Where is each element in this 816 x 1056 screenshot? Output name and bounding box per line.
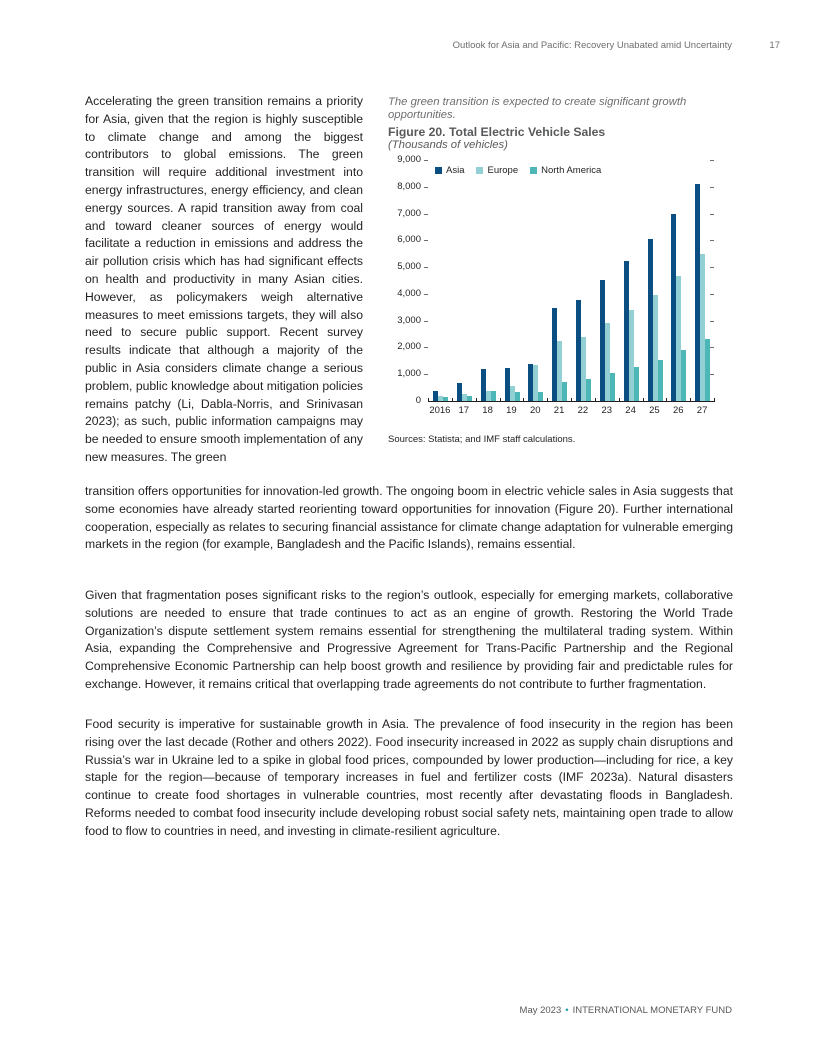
x-tick — [714, 398, 715, 402]
legend-swatch-icon — [530, 167, 537, 174]
figure-source: Sources: Statista; and IMF staff calculations. — [388, 434, 576, 445]
bar-north-america — [681, 350, 686, 401]
x-tick-label: 26 — [672, 405, 684, 416]
x-tick-label: 24 — [625, 405, 636, 416]
plot-area — [428, 160, 714, 401]
bar-north-america — [562, 382, 567, 401]
x-tick — [619, 398, 620, 402]
y-tick — [424, 294, 428, 295]
y-tick-label: 6,000 — [397, 234, 421, 246]
x-tick — [690, 398, 691, 402]
legend-label: North America — [541, 165, 602, 176]
footer-date: May 2023 — [519, 1005, 562, 1016]
running-header — [0, 40, 816, 54]
paragraph-food-security — [85, 716, 733, 841]
x-tick — [666, 398, 667, 402]
y-tick-label: 0 — [415, 395, 421, 406]
right-axis-tick — [710, 374, 714, 375]
x-tick — [595, 398, 596, 402]
x-tick — [476, 398, 477, 402]
x-tick-label: 23 — [601, 405, 613, 416]
x-tick — [500, 398, 501, 402]
x-tick-label: 21 — [553, 405, 565, 416]
y-tick-label: 2,000 — [397, 341, 421, 353]
paragraph-green-transition-continued — [85, 483, 733, 554]
y-tick — [424, 214, 428, 215]
x-tick-label: 18 — [482, 405, 493, 416]
legend-swatch-icon — [435, 167, 442, 174]
paragraph-text: Food security is imperative for sustainable growth in Asia. The prevalence of food insecurity in the region has been rising over the last decade (Rother and others 2022). Food insecurity increased in 2022 as supply chain disruptions and Russia’s war in Ukraine led to a spike in global food prices, compounded by lower production—including for rice, a key staple for the region—because of temporary increases in fuel and fertilizer costs (IMF 2023a). Natural disasters continue to create food shortages in vulnerable countries, most recently after devastating floods in Bangladesh. Reforms needed to combat food insecurity include developing robust social safety nets, maintaining open trade to allow food to flow to countries in need, and investing in climate-resilient agriculture. — [85, 717, 733, 838]
x-tick — [523, 398, 524, 402]
legend-label: Asia — [446, 165, 465, 176]
figure-subtitle: (Thousands of vehicles) — [388, 139, 508, 151]
right-axis-tick — [710, 321, 714, 322]
figure-title: Figure 20. Total Electric Vehicle Sales — [388, 125, 606, 139]
y-tick — [424, 321, 428, 322]
x-tick — [571, 398, 572, 402]
x-tick-label: 20 — [529, 405, 541, 416]
legend-item — [476, 165, 518, 176]
legend-swatch-icon — [476, 167, 483, 174]
legend-item — [435, 165, 464, 176]
chart-legend — [435, 165, 601, 176]
bar-chart — [388, 154, 733, 430]
y-tick — [424, 240, 428, 241]
figure-20 — [388, 96, 733, 445]
right-axis-tick — [710, 160, 714, 161]
footer-org: INTERNATIONAL MONETARY FUND — [572, 1005, 732, 1016]
y-tick-label: 4,000 — [397, 287, 421, 299]
page-footer — [520, 1005, 732, 1016]
y-tick-label: 3,000 — [397, 314, 421, 326]
x-tick-label: 17 — [458, 405, 470, 416]
right-axis-tick — [710, 347, 714, 348]
paragraph-text: transition offers opportunities for innovation-led growth. The ongoing boom in electric vehicle sales in Asia suggests that some economies have already started reorienting toward opportunities for innovation (Figure 20). Further international cooperation, especially as relates to securing financial assistance for climate change adaptation for vulnerable emerging markets in the region (for example, Bangladesh and the Pacific Islands), remains essential. — [85, 484, 733, 552]
right-axis-tick — [710, 240, 714, 241]
paragraph-text: Given that fragmentation poses significant risks to the region’s outlook, especially for emerging markets, collaborative solutions are needed to ensure that trade continues to act as an engine of growth. Restoring the World Trade Organization’s dispute settlement system remains essential for strengthening the multilateral trading system. Within Asia, expanding the Comprehensive and Progressive Agreement for Trans-Pacific Partnership and the Regional Comprehensive Economic Partnership can help boost growth and resilience by providing fair and predictable rules for exchange. However, it remains critical that overlapping trade agreements do not contribute to further fragmentation. — [85, 588, 733, 691]
right-axis-tick — [710, 294, 714, 295]
right-axis-tick — [710, 214, 714, 215]
bar-north-america — [515, 392, 520, 401]
y-tick-label: 7,000 — [397, 207, 421, 219]
bar-north-america — [658, 360, 663, 401]
y-tick-label: 1,000 — [397, 368, 421, 380]
bar-north-america — [586, 379, 591, 401]
x-tick-label: 19 — [506, 405, 517, 416]
running-title: Outlook for Asia and Pacific: Recovery Unabated amid Uncertainty — [452, 40, 732, 51]
bar-north-america — [610, 373, 615, 401]
bar-north-america — [491, 391, 496, 401]
x-tick — [428, 398, 429, 402]
x-tick-label: 2016 — [429, 405, 451, 416]
footer-separator: • — [565, 1005, 569, 1016]
x-tick — [643, 398, 644, 402]
figure-lead: The green transition is expected to create significant growth opportunities. — [388, 96, 687, 121]
x-tick-label: 25 — [649, 405, 660, 416]
x-tick-label: 27 — [696, 405, 708, 416]
x-tick — [452, 398, 453, 402]
y-tick-label: 5,000 — [397, 261, 421, 273]
y-tick — [424, 347, 428, 348]
y-tick — [424, 374, 428, 375]
y-tick-label: 9,000 — [397, 154, 421, 165]
y-tick — [424, 160, 428, 161]
y-tick — [424, 267, 428, 268]
x-tick-label: 22 — [577, 405, 589, 416]
right-axis-tick — [710, 187, 714, 188]
legend-item — [530, 165, 601, 176]
paragraph-fragmentation — [85, 587, 733, 694]
page-number: 17 — [769, 40, 780, 51]
right-axis-tick — [710, 267, 714, 268]
x-tick — [547, 398, 548, 402]
paragraph-green-transition: Accelerating the green transition remains a priority for Asia, given that the region is highly susceptible to climate change and among the biggest contributors to global emissions. The green transition will require additional investment into energy infrastructures, energy efficiency, and clean energy sources. A rapid transition away from coal and toward cleaner sources of energy would facilitate a reduction in emissions and address the air pollution crisis which has had significant effects on health and productivity in many Asian cities. However, as policymakers weigh alternative measures to meet emissions targets, they will also need to secure public support. Recent survey results indicate that although a majority of the public in Asia considers climate change a serious problem, public knowledge about mitigation policies remains patchy (Li, Dabla-Norris, and Srinivasan 2023); as such, public information campaigns may be needed to ensure smooth implementation of any new measures. The green — [85, 94, 363, 464]
bar-north-america — [634, 367, 639, 401]
y-tick — [424, 187, 428, 188]
legend-label: Europe — [487, 165, 519, 176]
y-tick-label: 8,000 — [397, 180, 421, 192]
bar-north-america — [538, 392, 543, 401]
